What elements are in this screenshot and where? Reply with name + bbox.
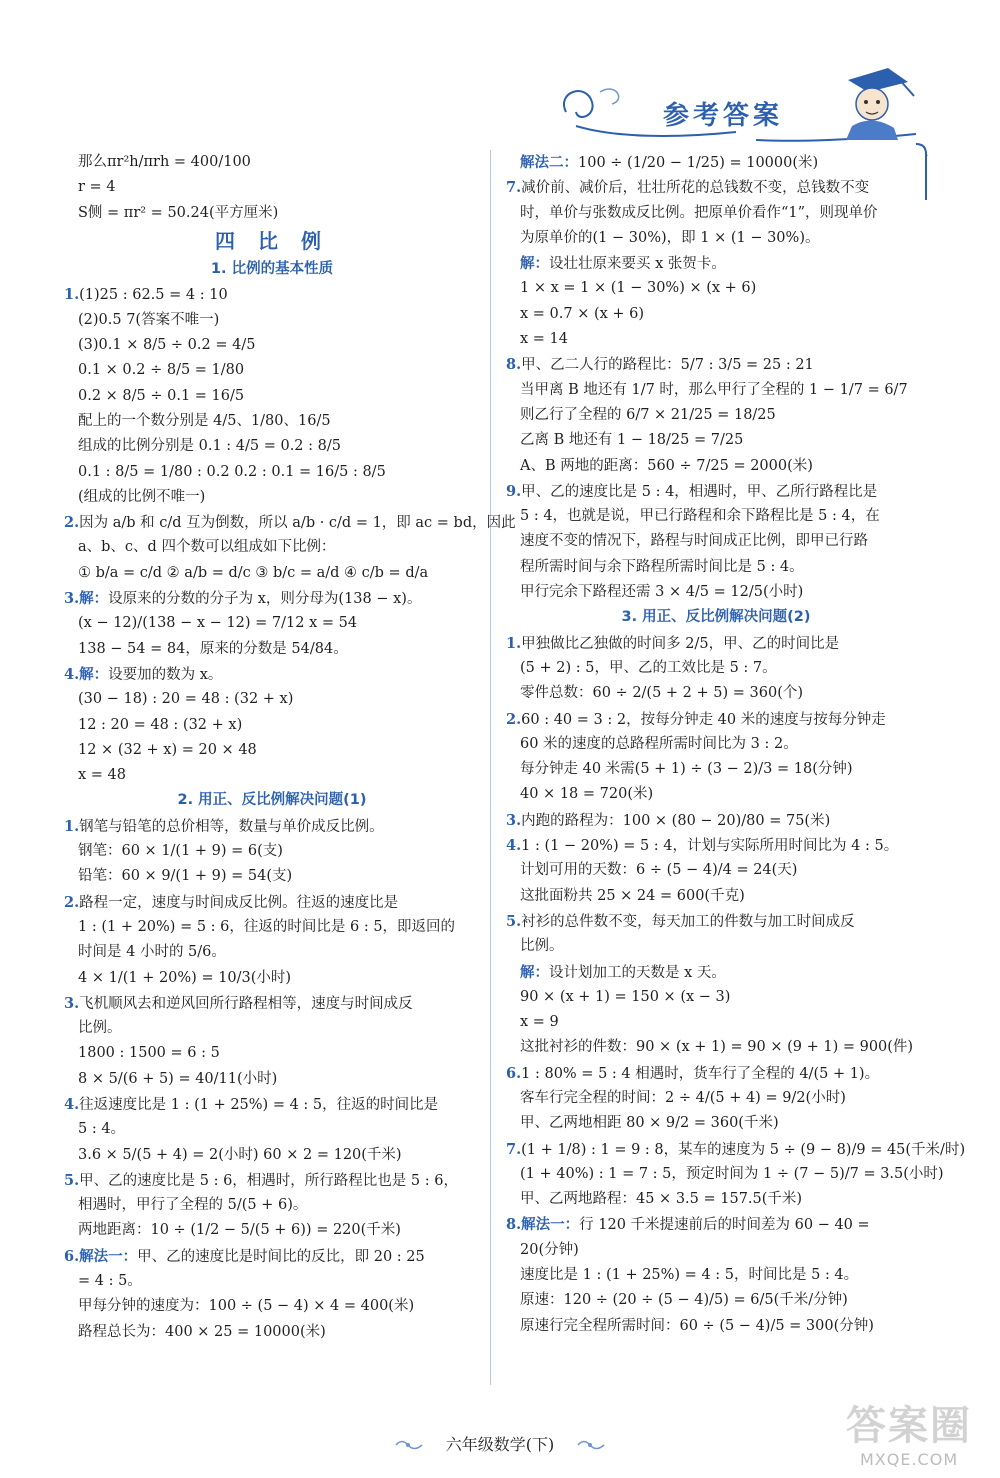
- question-number: 1.: [64, 286, 80, 304]
- answer-text: 1 : (1 − 20%) = 5 : 4，计划与实际所用时间比为 4 : 5。: [521, 838, 899, 855]
- solution-label: 解：: [79, 665, 109, 683]
- answer-line: [506, 378, 926, 403]
- answer-text: 相遇时，甲行了全程的 5/(5 + 6)。: [78, 1197, 308, 1214]
- answer-line: [64, 333, 480, 358]
- answer-text: 这批面粉共 25 × 24 = 600(千克): [520, 887, 745, 904]
- answer-text: 这批衬衫的件数：90 × (x + 1) = 90 × (9 + 1) = 900(件): [520, 1039, 914, 1056]
- answer-text: 行 120 千米提速前后的时间差为 60 − 40 =: [579, 1217, 870, 1234]
- answer-line: [64, 409, 480, 434]
- answer-line: [506, 327, 926, 352]
- answer-text: 那么πr²h/πrh = 400/100: [78, 154, 251, 170]
- answer-text: 原速：120 ÷ (20 ÷ (5 − 4)/5) = 6/5(千米/分钟): [520, 1292, 848, 1309]
- answer-text: 甲、乙的速度比是 5 : 4，相遇时，甲、乙所行路程比是: [521, 483, 878, 500]
- answer-line: [64, 763, 480, 788]
- answer-line: [506, 1137, 966, 1162]
- question-number: 7.: [506, 179, 522, 197]
- answer-line: [64, 308, 480, 333]
- answer-line: [64, 662, 480, 687]
- answer-text: 100 ÷ (1/20 − 1/25) = 10000(米): [578, 155, 819, 171]
- answer-text: 甲、乙的速度比是 5 : 6，相遇时，所行路程比也是 5 : 6，: [79, 1172, 458, 1189]
- cartoon-character-icon: [828, 66, 924, 142]
- answer-text: 5 : 4。: [78, 1121, 126, 1138]
- question-number: 8.: [506, 356, 522, 374]
- answer-line: [64, 915, 480, 940]
- answer-text: 1800 : 1500 = 6 : 5: [78, 1045, 220, 1062]
- answer-line: [506, 934, 926, 959]
- answer-line: [64, 1168, 480, 1193]
- section-title: 1. 比例的基本性质: [210, 261, 334, 278]
- answer-text: 两地距离：10 ÷ (1/2 − 5/(5 + 6)) = 220(千米): [78, 1222, 401, 1239]
- answer-text: 1 × x = 1 × (1 − 30%) × (x + 6): [520, 280, 757, 297]
- answer-line: [64, 864, 480, 889]
- question-number: 2.: [64, 893, 80, 911]
- answer-line: [64, 966, 480, 991]
- question-number: 1.: [506, 634, 522, 652]
- answer-text: 钢笔：60 × 1/(1 + 9) = 6(支): [78, 843, 283, 860]
- answer-text: 则乙行了全程的 6/7 × 21/25 = 18/25: [520, 406, 776, 423]
- section-title: 2. 用正、反比例解决问题(1): [177, 792, 367, 809]
- answer-text: r = 4: [78, 179, 116, 196]
- answer-text: a、b、c、d 四个数可以组成如下比例：: [78, 539, 336, 556]
- footer-title: 六年级数学(下): [445, 1435, 555, 1454]
- answer-line: [506, 302, 926, 327]
- answer-text: (30 − 18) : 20 = 48 : (32 + x): [78, 691, 294, 708]
- question-number: 2.: [64, 514, 80, 532]
- answer-text: 每分钟走 40 米需(5 + 1) ÷ (3 − 2)/3 = 18(分钟): [520, 761, 853, 778]
- answer-line: [506, 201, 926, 226]
- answer-line: [64, 201, 480, 226]
- answer-line: [64, 713, 480, 738]
- answer-line: [64, 510, 516, 535]
- answer-line: [64, 282, 480, 307]
- answer-line: [506, 1288, 926, 1313]
- answer-line: [64, 1218, 480, 1243]
- answer-text: 4 × 1/(1 + 20%) = 10/3(小时): [78, 969, 292, 986]
- answer-text: x = 9: [520, 1014, 559, 1031]
- answer-text: 0.2 × 8/5 ÷ 0.1 = 16/5: [78, 387, 245, 404]
- answer-line: [506, 960, 926, 985]
- question-number: 4.: [64, 665, 80, 683]
- answer-line: [64, 1117, 480, 1142]
- footer-ornament-right-icon: [576, 1438, 606, 1452]
- watermark-url: MXQE.COM: [860, 1450, 959, 1469]
- left-column: [64, 150, 516, 1345]
- answer-line: [506, 352, 926, 377]
- answer-line: [506, 479, 926, 504]
- question-number: 3.: [64, 994, 80, 1012]
- answer-line: [64, 1193, 480, 1218]
- answer-text: 甲独做比乙独做的时间多 2/5，甲、乙的时间比是: [521, 635, 840, 652]
- answer-line: [64, 839, 480, 864]
- answer-text: 时间是 4 小时的 5/6。: [78, 944, 226, 961]
- answer-line: [506, 428, 926, 453]
- answer-line: [64, 175, 480, 200]
- answer-text: 5 : 4，也就是说，甲已行路程和余下路程比是 5 : 4，在: [520, 508, 880, 525]
- answer-text: A、B 两地的距离：560 ÷ 7/25 = 2000(米): [520, 457, 813, 474]
- answer-line: [506, 150, 926, 175]
- answer-line: [506, 580, 926, 605]
- answer-text: x = 0.7 × (x + 6): [520, 305, 645, 322]
- answer-text: 12 × (32 + x) = 20 × 48: [78, 741, 257, 758]
- right-column: [506, 150, 966, 1339]
- answer-line: [506, 985, 926, 1010]
- section-title: 3. 用正、反比例解决问题(2): [621, 609, 811, 626]
- answer-line: [506, 858, 926, 883]
- column-divider: [490, 150, 491, 1385]
- answer-line: [506, 555, 926, 580]
- answer-line: [506, 1061, 926, 1086]
- answer-text: 内跑的路程为：100 × (80 − 20)/80 = 75(米): [521, 812, 831, 829]
- answer-line: [64, 890, 480, 915]
- answer-text: 1 : 80% = 5 : 4 相遇时，货车行了全程的 4/(5 + 1)。: [521, 1065, 880, 1082]
- answer-line: [64, 1092, 480, 1117]
- answer-text: 90 × (x + 1) = 150 × (x − 3): [520, 988, 731, 1005]
- answer-text: 8 × 5/(6 + 5) = 40/11(小时): [78, 1070, 278, 1087]
- answer-text: 设原来的分数的分子为 x，则分母为(138 − x)。: [108, 591, 422, 608]
- answer-text: 138 − 54 = 84，原来的分数是 54/84。: [78, 640, 348, 657]
- answer-text: 0.1 : 8/5 = 1/80 : 0.2 0.2 : 0.1 = 16/5 : 8/5: [78, 463, 386, 480]
- watermark: [836, 1394, 996, 1474]
- answer-line: [506, 529, 926, 554]
- answer-text: 衬衫的总件数不变，每天加工的件数与加工时间成反: [521, 913, 855, 930]
- answer-text: 60 米的速度的总路程所需时间比为 3 : 2。: [520, 735, 798, 752]
- answer-line: [506, 681, 926, 706]
- answer-line: [64, 1143, 480, 1168]
- answer-line: [506, 1010, 926, 1035]
- answer-text: 零件总数：60 ÷ 2/(5 + 2 + 5) = 360(个): [520, 685, 804, 702]
- answer-text: = 4 : 5。: [78, 1273, 142, 1290]
- answer-line: [506, 403, 926, 428]
- answer-text: 当甲离 B 地还有 1/7 时，那么甲行了全程的 1 − 1/7 = 6/7: [520, 381, 908, 398]
- answer-text: 为原单价的(1 − 30%)，即 1 × (1 − 30%)。: [520, 229, 820, 246]
- question-number: 8.: [506, 1216, 522, 1234]
- answer-line: [506, 707, 926, 732]
- question-number: 1.: [64, 817, 80, 835]
- answer-line: [506, 1187, 926, 1212]
- answer-line: [506, 454, 926, 479]
- answer-line: [64, 460, 480, 485]
- question-number: 3.: [64, 590, 80, 608]
- answer-text: (1)25 : 62.5 = 4 : 10: [79, 287, 228, 304]
- answer-text: 飞机顺风去和逆风回所行路程相等，速度与时间成反: [79, 995, 413, 1012]
- answer-line: [64, 1269, 480, 1294]
- answer-line: [506, 909, 926, 934]
- answer-text: 配上的一个数分别是 4/5、1/80、16/5: [78, 412, 331, 429]
- watermark-logo-text: 答案圈: [846, 1403, 972, 1449]
- answer-text: 甲行完余下路程还需 3 × 4/5 = 12/5(小时): [520, 584, 804, 601]
- answer-text: 时，单价与张数成反比例。把原单价看作“1”，则现单价: [520, 204, 878, 221]
- answer-line: [506, 226, 926, 251]
- answer-line: [506, 251, 926, 276]
- answer-line: [506, 1263, 926, 1288]
- answer-line: [64, 1016, 480, 1041]
- question-number: 9.: [506, 482, 522, 500]
- answer-line: [506, 1111, 926, 1136]
- answer-text: 甲、乙二人行的路程比：5/7 : 3/5 = 25 : 21: [521, 357, 814, 374]
- answer-text: 设壮壮原来要买 x 张贺卡。: [549, 256, 726, 273]
- answer-line: [506, 782, 926, 807]
- answer-text: 3.6 × 5/(5 + 4) = 2(小时) 60 × 2 = 120(千米): [78, 1146, 402, 1163]
- answer-text: (3)0.1 × 8/5 ÷ 0.2 = 4/5: [78, 337, 256, 354]
- answer-line: [64, 687, 480, 712]
- answer-line: [64, 1244, 480, 1269]
- answer-text: 往返速度比是 1 : (1 + 25%) = 4 : 5，往返的时间比是: [79, 1096, 439, 1113]
- answer-text: 因为 a/b 和 c/d 互为倒数，所以 a/b · c/d = 1，即 ac = bd，因此: [79, 515, 516, 532]
- answer-line: [506, 504, 926, 529]
- answer-line: [64, 535, 480, 560]
- solution-label: 解法一：: [79, 1247, 138, 1265]
- question-number: 6.: [64, 1247, 80, 1265]
- answer-text: (x − 12)/(138 − x − 12) = 7/12 x = 54: [78, 615, 358, 632]
- answer-text: 减价前、减价后，壮壮所花的总钱数不变，总钱数不变: [521, 180, 870, 197]
- question-number: 6.: [506, 1064, 522, 1082]
- answer-line: [64, 358, 480, 383]
- answer-text: 铅笔：60 × 9/(1 + 9) = 54(支): [78, 868, 293, 885]
- answer-line: [64, 814, 480, 839]
- answer-line: [506, 1238, 926, 1263]
- answer-line: [64, 1320, 480, 1345]
- answer-line: [64, 586, 480, 611]
- answer-text: 60 : 40 = 3 : 2，按每分钟走 40 米的速度与按每分钟走: [521, 711, 886, 728]
- answer-text: (2)0.5 7(答案不唯一): [78, 311, 220, 328]
- answer-line: [506, 757, 926, 782]
- answer-line: [64, 991, 480, 1016]
- answer-text: (5 + 2) : 5，甲、乙的工效比是 5 : 7。: [520, 659, 777, 676]
- answer-line: [506, 276, 926, 301]
- answer-text: (1 + 40%) : 1 = 7 : 5，预定时间为 1 ÷ (7 − 5)/7 = 3.5(小时): [520, 1165, 944, 1182]
- answer-line: [506, 631, 926, 656]
- answer-text: 比例。: [520, 938, 564, 955]
- answer-text: 速度比是 1 : (1 + 25%) = 4 : 5，时间比是 5 : 4。: [520, 1267, 859, 1284]
- answer-text: 计划可用的天数：6 ÷ (5 − 4)/4 = 24(天): [520, 862, 798, 879]
- answer-text: 客车行完全程的时间：2 ÷ 4/(5 + 4) = 9/2(小时): [520, 1089, 846, 1106]
- question-number: 5.: [64, 1171, 80, 1189]
- answer-line: [506, 656, 926, 681]
- answer-text: x = 48: [78, 767, 126, 784]
- answer-text: 路程一定，速度与时间成反比例。往返的速度比是: [79, 894, 399, 911]
- answer-line: [64, 384, 480, 409]
- answer-line: [506, 808, 926, 833]
- question-number: 5.: [506, 912, 522, 930]
- answer-text: (组成的比例不唯一): [78, 488, 206, 505]
- answer-text: x = 14: [520, 331, 568, 348]
- answer-line: [506, 1035, 926, 1060]
- answer-text: 速度不变的情况下，路程与时间成正比例，即甲已行路: [520, 533, 868, 550]
- answer-text: (1 + 1/8) : 1 = 9 : 8，某车的速度为 5 ÷ (9 − 8)/9 = 45(千米/时): [521, 1141, 966, 1158]
- question-number: 4.: [64, 1095, 80, 1113]
- answer-text: 设计划加工的天数是 x 天。: [549, 964, 726, 981]
- answer-line: [64, 1041, 480, 1066]
- answer-text: 40 × 18 = 720(米): [520, 786, 654, 803]
- answer-line: [64, 738, 480, 763]
- answer-line: [506, 884, 926, 909]
- answer-line: [506, 1314, 926, 1339]
- answer-text: 1 : (1 + 20%) = 5 : 6，往返的时间比是 6 : 5，即返回的: [78, 918, 456, 935]
- answer-text: 甲、乙的速度比是时间比的反比，即 20 : 25: [137, 1248, 425, 1265]
- answer-line: [64, 485, 480, 510]
- question-number: 4.: [506, 837, 522, 855]
- answer-line: [506, 833, 926, 858]
- answer-line: [64, 1294, 480, 1319]
- answer-text: 甲、乙两地路程：45 × 3.5 = 157.5(千米): [520, 1191, 803, 1208]
- header-title: 参考答案: [662, 101, 783, 131]
- answer-line: [64, 1067, 480, 1092]
- answer-text: 程所需时间与余下路程所需时间比是 5 : 4。: [520, 558, 804, 575]
- answer-line: [506, 732, 926, 757]
- answer-line: [506, 1086, 926, 1111]
- answer-text: 12 : 20 = 48 : (32 + x): [78, 716, 243, 733]
- answer-line: [506, 1212, 926, 1237]
- answer-text: 原速行完全程所需时间：60 ÷ (5 − 4)/5 = 300(分钟): [520, 1317, 874, 1334]
- solution-label: 解法二：: [520, 154, 578, 171]
- question-number: 3.: [506, 811, 522, 829]
- answer-line: [64, 637, 480, 662]
- answer-text: 0.1 × 0.2 ÷ 8/5 = 1/80: [78, 362, 245, 379]
- answer-line: [64, 434, 480, 459]
- answer-text: 甲、乙两地相距 80 × 9/2 = 360(千米): [520, 1115, 779, 1132]
- answer-line: [506, 1162, 944, 1187]
- answer-line: [64, 611, 480, 636]
- chapter-title: 四 比 例: [215, 228, 329, 253]
- solution-label: 解法一：: [521, 1216, 580, 1234]
- answer-line: [506, 175, 926, 200]
- answer-line: [64, 561, 480, 586]
- question-number: 2.: [506, 710, 522, 728]
- answer-text: 乙离 B 地还有 1 − 18/25 = 7/25: [520, 432, 744, 449]
- answer-text: 20(分钟): [520, 1241, 579, 1258]
- answer-text: 设要加的数为 x。: [108, 666, 223, 683]
- answer-text: 组成的比例分别是 0.1 : 4/5 = 0.2 : 8/5: [78, 438, 341, 455]
- answer-text: 甲每分钟的速度为：100 ÷ (5 − 4) × 4 = 400(米): [78, 1298, 415, 1315]
- answer-line: [64, 940, 480, 965]
- solution-label: 解：: [520, 963, 549, 981]
- answer-text: 路程总长为：400 × 25 = 10000(米): [78, 1323, 326, 1340]
- solution-label: 解：: [79, 590, 109, 608]
- solution-label: 解：: [520, 255, 549, 273]
- answer-text: S侧 = πr² = 50.24(平方厘米): [78, 204, 279, 221]
- question-number: 7.: [506, 1140, 522, 1158]
- answer-line: [64, 150, 480, 175]
- answer-text: ① b/a = c/d ② a/b = d/c ③ b/c = a/d ④ c/b = d/a: [78, 564, 429, 581]
- answer-text: 钢笔与铅笔的总价相等，数量与单价成反比例。: [79, 818, 384, 835]
- answer-text: 比例。: [78, 1020, 122, 1037]
